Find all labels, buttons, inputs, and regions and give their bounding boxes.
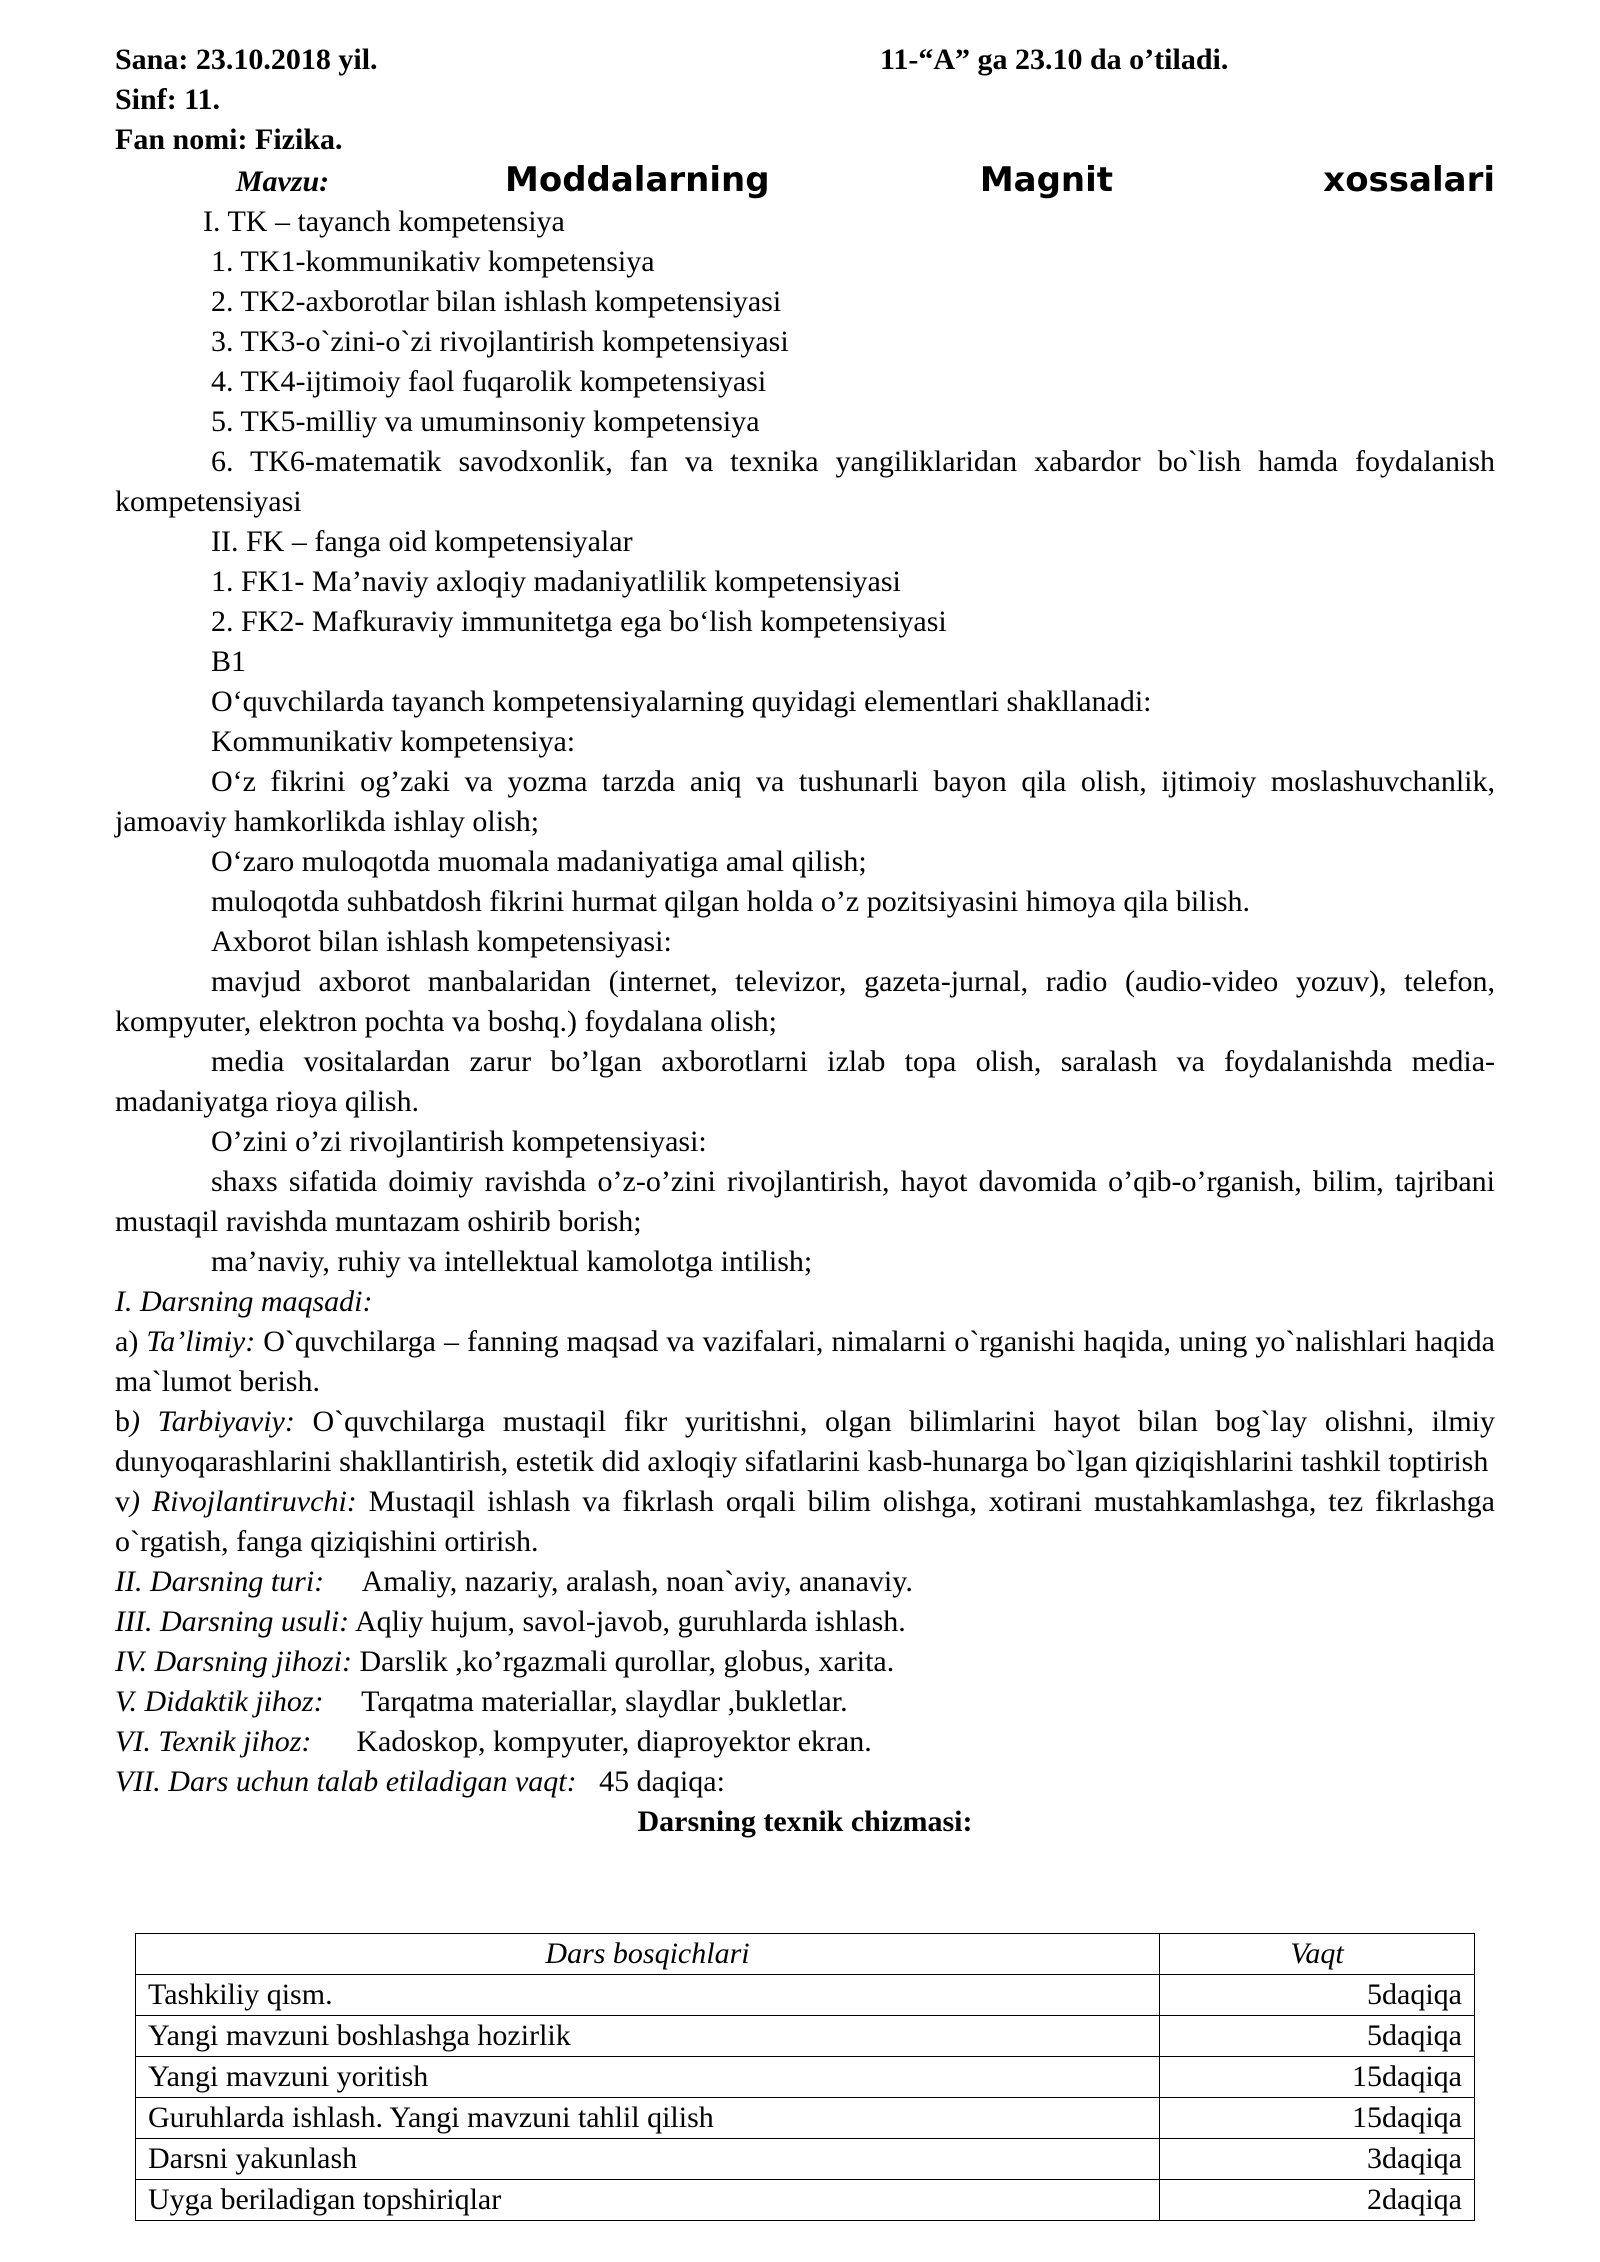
tk-item: 4. TK4-ijtimoiy faol fuqarolik kompetensiyasi bbox=[211, 365, 767, 398]
lesson-date: Sana: 23.10.2018 yil. bbox=[115, 43, 378, 76]
communicative-title: Kommunikativ kompetensiya: bbox=[211, 725, 576, 758]
competency-intro: O‘quvchilarda tayanch kompetensiyalarning quyidagi elementlari shakllanadi: bbox=[211, 685, 1152, 718]
grade: Sinf: 11. bbox=[115, 83, 221, 116]
goal-label: ) Tarbiyaviy: bbox=[130, 1405, 295, 1438]
stage-cell: Uyga beriladigan topshiriqlar bbox=[136, 2180, 1160, 2221]
stage-cell: Tashkiliy qism. bbox=[136, 1975, 1160, 2016]
tk-title: I. TK – tayanch kompetensiya bbox=[203, 205, 565, 238]
info-label: III. Darsning usuli: bbox=[115, 1605, 350, 1638]
table-row bbox=[136, 2016, 1475, 2057]
info-item: media vositalardan zarur bo’lgan axborotlarni izlab topa olish, saralash va foydalanishda media-madaniyatga rioya qilish. bbox=[115, 1045, 1495, 1118]
table-row bbox=[136, 2057, 1475, 2098]
goal-label: ) Rivojlantiruvchi: bbox=[130, 1485, 357, 1518]
plan-title: Darsning texnik chizmasi: bbox=[637, 1805, 973, 1838]
goal-text: O`quvchilarga – fanning maqsad va vazifalari, nimalarni o`rganishi haqida, uning yo`nalishlari haqida ma`lumot berish. bbox=[115, 1325, 1495, 1398]
info-value: Amaliy, nazariy, aralash, noan`aviy, ananaviy. bbox=[361, 1565, 913, 1598]
table-row bbox=[136, 2139, 1475, 2180]
stage-cell: Yangi mavzuni yoritish bbox=[136, 2057, 1160, 2098]
goal-prefix: a) bbox=[115, 1325, 147, 1358]
self-item: ma’naviy, ruhiy va intellektual kamolotga intilish; bbox=[211, 1245, 813, 1278]
tk-item: 2. TK2-axborotlar bilan ishlash kompetensiyasi bbox=[211, 285, 782, 318]
tk-item: 1. TK1-kommunikativ kompetensiya bbox=[211, 245, 655, 278]
goal-text: O`quvchilarga mustaqil fikr yuritishni, olgan bilimlarini hayot bilan bog`lay olishni, ilmiy dunyoqarashlarini shakllantirish, estetik did axloqiy sifatlarini kasb-hunarga bo`lgan qiziqishlarini tashkil toptirish bbox=[115, 1405, 1496, 1478]
lesson-duration bbox=[115, 1762, 1495, 1802]
topic-word: Magnit bbox=[979, 160, 1114, 200]
time-cell: 5daqiqa bbox=[1160, 2016, 1475, 2057]
column-header-time: Vaqt bbox=[1160, 1934, 1475, 1975]
goal-prefix: v bbox=[115, 1485, 130, 1518]
info-value: Aqliy hujum, savol-javob, guruhlarda ishlash. bbox=[355, 1605, 906, 1638]
stage-cell: Yangi mavzuni boshlashga hozirlik bbox=[136, 2016, 1160, 2057]
tk-item: 6. TK6-matematik savodxonlik, fan va texnika yangiliklaridan xabardor bo`lish hamda foydalanish kompetensiyasi bbox=[115, 445, 1495, 518]
topic-line bbox=[115, 160, 1495, 202]
info-label: V. Didaktik jihoz: bbox=[115, 1685, 324, 1718]
table-row bbox=[136, 1975, 1475, 2016]
table-header-row bbox=[136, 1934, 1475, 1975]
time-cell: 15daqiqa bbox=[1160, 2098, 1475, 2139]
goal-title: I. Darsning maqsadi: bbox=[115, 1285, 373, 1318]
table-row bbox=[136, 2098, 1475, 2139]
communicative-item: O‘z fikrini og’zaki va yozma tarzda aniq va tushunarli bayon qila olish, ijtimoiy moslashuvchanlik, jamoaviy hamkorlikda ishlay olish; bbox=[115, 765, 1495, 838]
topic-word: Moddalarning bbox=[505, 160, 770, 200]
goal-label: Ta’limiy: bbox=[146, 1325, 256, 1358]
lesson-equipment bbox=[115, 1642, 1495, 1682]
time-cell: 5daqiqa bbox=[1160, 1975, 1475, 2016]
tk-item: 5. TK5-milliy va umuminsoniy kompetensiya bbox=[211, 405, 760, 438]
fk-title: II. FK – fanga oid kompetensiyalar bbox=[211, 525, 633, 558]
self-title: O’zini o’zi rivojlantirish kompetensiyasi: bbox=[211, 1125, 707, 1158]
info-value: Tarqatma materiallar, slaydlar ,bukletlar. bbox=[361, 1685, 848, 1718]
info-value: 45 daqiqa: bbox=[599, 1765, 725, 1798]
technical-equipment bbox=[115, 1722, 1495, 1762]
class-note: 11-“A” ga 23.10 da o’tiladi. bbox=[880, 43, 1229, 76]
goal-item bbox=[115, 1322, 1495, 1402]
b1-label: B1 bbox=[211, 645, 247, 678]
info-label: IV. Darsning jihozi: bbox=[115, 1645, 352, 1678]
self-item: shaxs sifatida doimiy ravishda o’z-o’zini rivojlantirish, hayot davomida o’qib-o’rganish, bilim, tajribani mustaqil ravishda muntazam oshirib borish; bbox=[115, 1165, 1495, 1238]
info-label: II. Darsning turi: bbox=[115, 1565, 325, 1598]
info-title: Axborot bilan ishlash kompetensiyasi: bbox=[211, 925, 672, 958]
info-value: Kadoskop, kompyuter, diaproyektor ekran. bbox=[356, 1725, 872, 1758]
info-label: VI. Texnik jihoz: bbox=[115, 1725, 312, 1758]
topic-word: xossalari bbox=[1323, 160, 1495, 200]
goal-text: Mustaqil ishlash va fikrlash orqali bilim olishga, xotirani mustahkamlashga, tez fikrlashga o`rgatish, fanga qiziqishini ortirish. bbox=[115, 1485, 1495, 1558]
stage-cell: Darsni yakunlash bbox=[136, 2139, 1160, 2180]
tk-item: 3. TK3-o`zini-o`zi rivojlantirish kompetensiyasi bbox=[211, 325, 789, 358]
table-row bbox=[136, 2180, 1475, 2221]
goal-item bbox=[115, 1482, 1495, 1562]
communicative-item: O‘zaro muloqotda muomala madaniyatiga amal qilish; bbox=[211, 845, 867, 878]
info-value: Darslik ,ko’rgazmali qurollar, globus, xarita. bbox=[359, 1645, 895, 1678]
communicative-item: muloqotda suhbatdosh fikrini hurmat qilgan holda o’z pozitsiyasini himoya qila bilish. bbox=[211, 885, 1251, 918]
info-label: VII. Dars uchun talab etiladigan vaqt: bbox=[115, 1765, 577, 1798]
column-header-stages: Dars bosqichlari bbox=[136, 1934, 1160, 1975]
goal-item bbox=[115, 1402, 1495, 1482]
info-item: mavjud axborot manbalaridan (internet, televizor, gazeta-jurnal, radio (audio-video yozuv), telefon, kompyuter, elektron pochta va boshq.) foydalana olish; bbox=[115, 965, 1495, 1038]
time-cell: 2daqiqa bbox=[1160, 2180, 1475, 2221]
time-cell: 3daqiqa bbox=[1160, 2139, 1475, 2180]
topic-title bbox=[355, 160, 1495, 200]
document-page bbox=[115, 40, 1495, 1842]
topic-label: Mavzu: bbox=[235, 165, 330, 198]
lesson-plan-table bbox=[135, 1933, 1475, 2221]
didactic-equipment bbox=[115, 1682, 1495, 1722]
goal-prefix: b bbox=[115, 1405, 130, 1438]
time-cell: 15daqiqa bbox=[1160, 2057, 1475, 2098]
lesson-method bbox=[115, 1602, 1495, 1642]
fk-item: 2. FK2- Mafkuraviy immunitetga ega bo‘lish kompetensiyasi bbox=[211, 605, 947, 638]
fk-item: 1. FK1- Ma’naviy axloqiy madaniyatlilik kompetensiyasi bbox=[211, 565, 901, 598]
header-row bbox=[115, 40, 1495, 80]
lesson-type bbox=[115, 1562, 1495, 1602]
stage-cell: Guruhlarda ishlash. Yangi mavzuni tahlil qilish bbox=[136, 2098, 1160, 2139]
subject: Fan nomi: Fizika. bbox=[115, 123, 343, 156]
